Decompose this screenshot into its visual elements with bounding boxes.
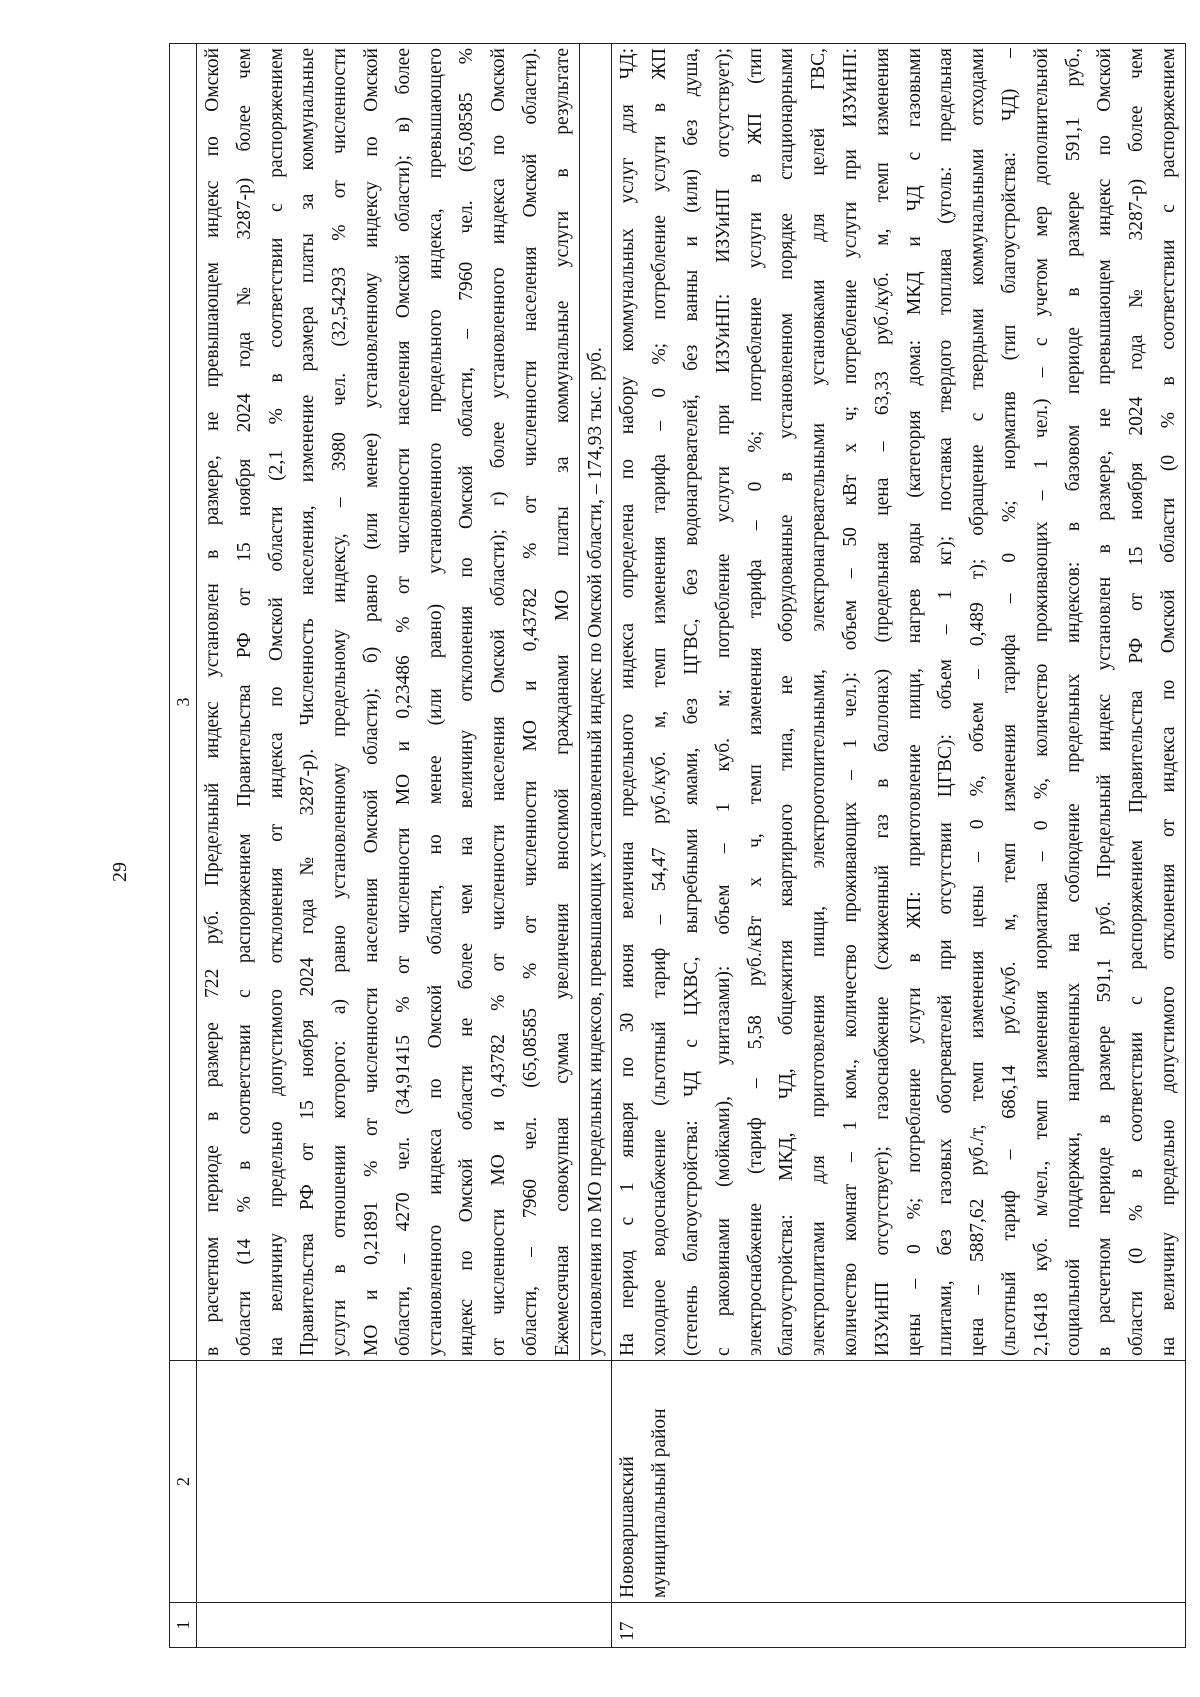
text-line: 2,16418 куб. м/чел., темп изменения норматива – 0 %, количество проживающих – 1 чел.) – с учетом мер дополнительной [1030,48,1052,1356]
header-col-3: 3 [170,44,197,1361]
text-line: на величину предельно допустимого отклонения от индекса по Омской области (0 % в соответствии с распоряжением [1157,48,1179,1356]
text-line: ИЗУиНП отсутствует); газоснабжение (сжиженный газ в баллонах) (предельная цена – 63,33 руб./куб. м, темп изменения [871,48,893,1356]
text-line: области (14 % в соответствии с распоряжением Правительства РФ от 15 ноября 2024 года № 3287-р) более чем [233,48,255,1356]
text-line: электроснабжение (тариф – 5,58 руб./кВт х ч, темп изменения тарифа – 0 %; потребление услуги в ЖП (тип [744,48,766,1356]
municipality-cell: Нововаршавский муниципальный район [612,1361,1185,1603]
text-line: (степень благоустройства: ЧД с ЦХВС, выгребными ямами, без ЦГВС, без водонагревателей, без ванны и (или) без душа, [680,48,702,1356]
text-line: в расчетном периоде в размере 722 руб. Предельный индекс установлен в размере, не превышающем индекс по Омской [202,48,223,1356]
header-col-2: 2 [170,1361,197,1603]
text-line: холодное водоснабжение (льготный тариф – 54,47 руб./куб. м, темп изменения тарифа – 0 %; потребление услуги в ЖП [649,48,671,1356]
text-line: области (0 % в соответствии с распоряжением Правительства РФ от 15 ноября 2024 года № 3287-р) более чем [1126,48,1148,1356]
text-line: Ежемесячная совокупная сумма увеличения вносимой гражданами МО платы за коммунальные услуги в результате [551,48,573,1356]
text-line: с раковинами (мойками), унитазами): объем – 1 куб. м; потребление услуги при ИЗУиНП: ИЗУиНП отсутствует); [712,48,734,1356]
text-line: области, – 4270 чел. (34,91415 % от численности МО и 0,23486 % от численности населения Омской области); в) более [392,48,414,1356]
text-line: социальной поддержки, направленных на соблюдение предельных индексов: в базовом периоде в размере 591,1 руб., [1062,48,1084,1356]
page-number: 29 [109,862,131,882]
text-line: цены – 0 %; потребление услуги в ЖП: приготовление пищи, нагрев воды (категория дома: МКД и ЧД с газовыми [903,48,925,1356]
text-line: области, – 7960 чел. (65,08585 % от численности МО и 0,43782 % от численности населения Омской области). [519,48,541,1356]
municipality-cell [197,1361,612,1603]
table-row [612,44,1185,1648]
description-text [612,48,1184,1356]
table-row [197,44,612,1648]
text-line: количество комнат – 1 ком., количество проживающих – 1 чел.): объем – 50 кВт х ч; потребление услуги при ИЗУиНП: [839,48,861,1356]
text-line: индекс по Омской области не более чем на величину отклонения по Омской области, – 7960 чел. (65,08585 % [456,48,478,1356]
text-line: плитами, без газовых обогревателей при отсутствии ЦГВС): объем – 1 кг); поставка твердого топлива (уголь: предельная [935,48,957,1356]
header-col-1: 1 [170,1603,197,1648]
text-line: электроплитами для приготовления пищи, электроотопительными, электронагревательными установками для целей ГВС, [808,48,830,1356]
text-line: благоустройства: МКД, ЧД, общежития квартирного типа, не оборудованные в установленном порядке стационарными [776,48,798,1356]
text-line: МО и 0,21891 % от численности населения Омской области); б) равно (или менее) установленному индексу по Омской [360,48,382,1356]
text-line: услуги в отношении которого: а) равно установленному предельному индексу, – 3980 чел. (32,54293 % от численности [329,48,351,1356]
row-number-cell [197,1603,612,1648]
description-text [197,48,579,1356]
row-number-cell: 17 [612,1603,1185,1648]
text-line: цена – 5887,62 руб./т, темп изменения цены – 0 %, объем – 0,489 т); обращение с твердыми коммунальными отходами [967,48,989,1356]
text-line: На период с 1 января по 30 июня величина предельного индекса определена по набору коммунальных услуг для ЧД: [617,48,639,1356]
text-line: Правительства РФ от 15 ноября 2024 года № 3287-р). Численность населения, изменение размера платы за коммунальные [297,48,319,1356]
description-cell [612,44,1185,1361]
description-cell [197,44,612,1361]
table-header-row [170,44,197,1648]
text-line: (льготный тариф – 686,14 руб./куб. м, темп изменения тарифа – 0 %; норматив (тип благоустройства: ЧД) – [998,48,1020,1356]
text-line: в расчетном периоде в размере 591,1 руб. Предельный индекс установлен в размере, не превышающем индекс по Омской [1094,48,1116,1356]
description-tail [579,44,612,1360]
text-line: от численности МО и 0,43782 % от численности населения Омской области); г) более установленного индекса по Омской [488,48,510,1356]
text-line: установленного индекса по Омской области, но менее (или равно) установленного предельного индекса, превышающего [424,48,446,1356]
rotated-table-wrapper [169,44,1179,1648]
text-line: установления по МО предельных индексов, превышающих установленный индекс по Омской области, – 174,93 тыс. руб. [584,347,606,1356]
data-table [169,43,1186,1648]
text-line: на величину предельно допустимого отклонения от индекса по Омской области (2,1 % в соответствии с распоряжением [265,48,287,1356]
